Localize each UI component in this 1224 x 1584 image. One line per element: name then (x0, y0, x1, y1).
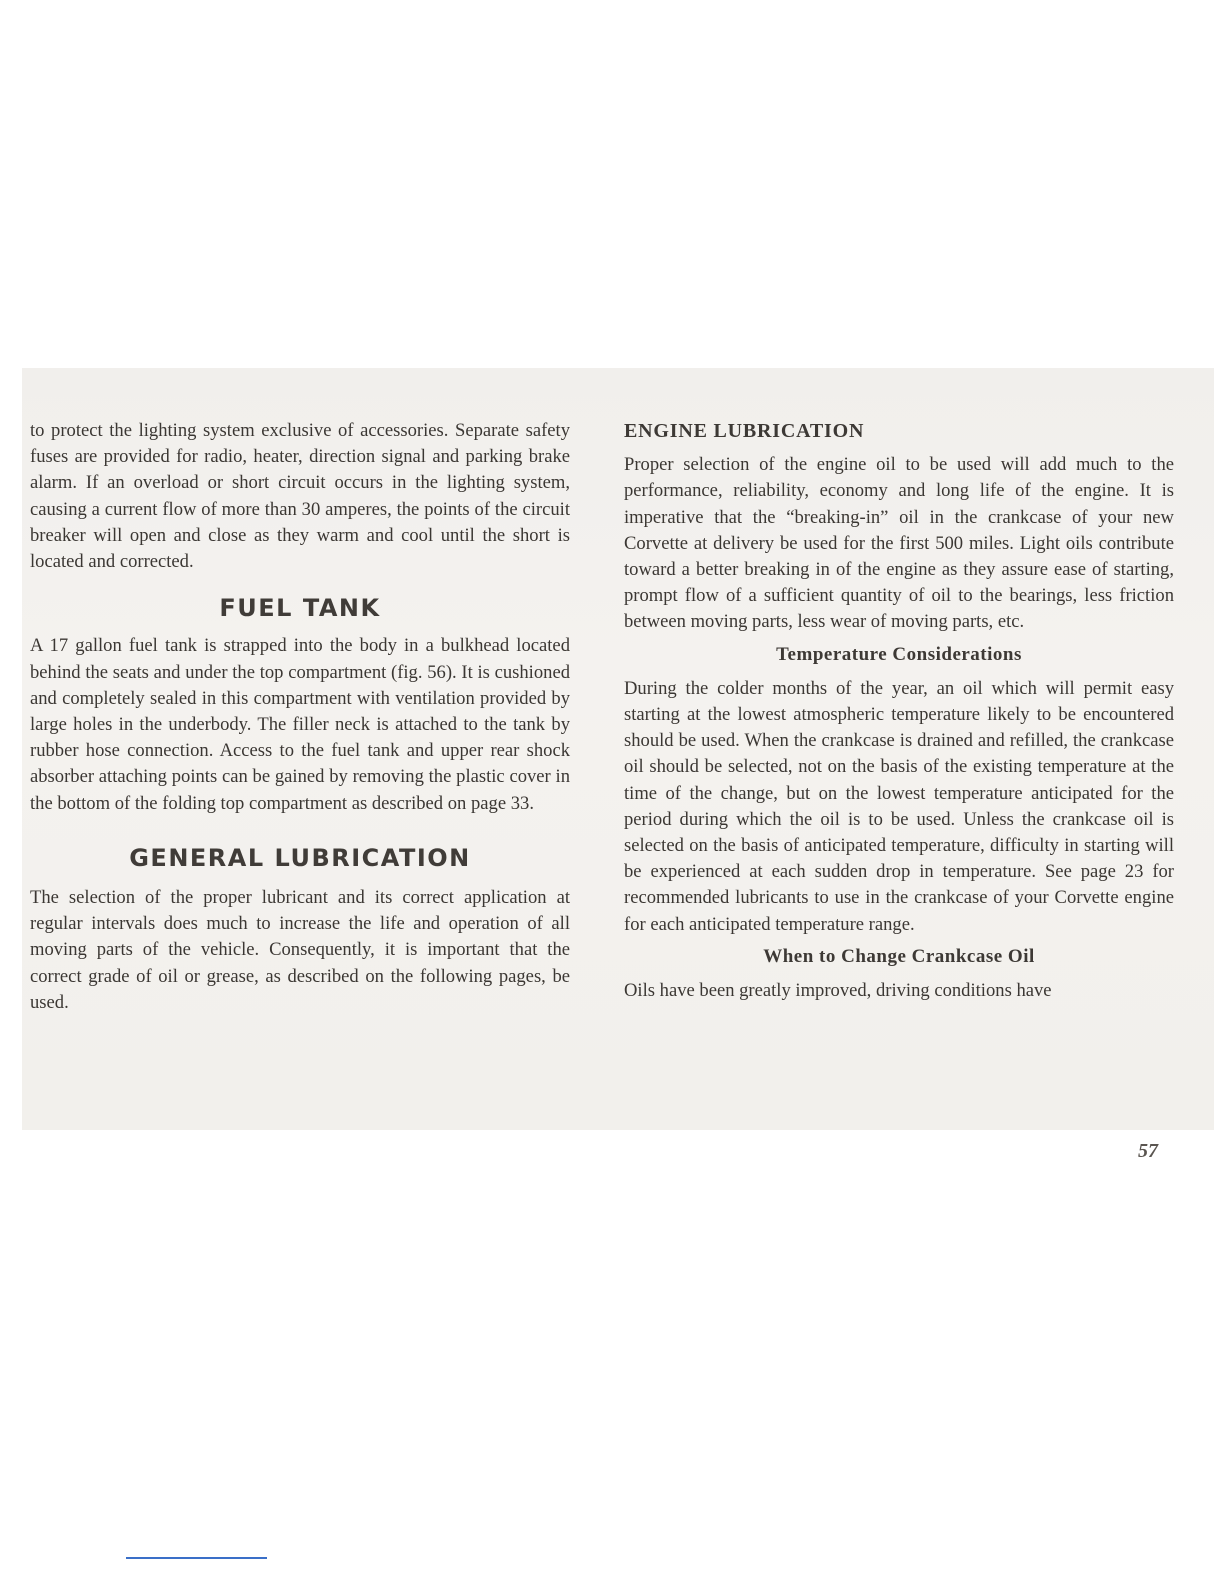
left-column (30, 418, 570, 1016)
lighting-paragraph: to protect the lighting system exclusive of accessories. Separate safety fuses are provided for radio, heater, direction signal and parking brake alarm. If an overload or short circuit occurs in the lighting system, causing a current flow of more than 30 amperes, the points of the circuit breaker will open and close as they warm and cool until the short is located and corrected. (30, 420, 570, 573)
fuel-tank-heading: FUEL TANK (219, 594, 381, 623)
footer-rule (126, 1557, 267, 1559)
engine-lubrication-heading: ENGINE LUBRICATION (624, 420, 865, 442)
engine-lubrication-paragraph: Proper selection of the engine oil to be used will add much to the performance, reliability, economy and long life of the engine. It is imperative that the “breaking-in” oil in the crankcase of your new Corvette at delivery be used for the first 500 miles. Light oils contribute toward a better breaking in of the engine as they assure ease of starting, prompt flow of a sufficient quantity of oil to the bearings, less friction between moving parts, less wear of moving parts, etc. (624, 454, 1174, 633)
general-lubrication-heading: GENERAL LUBRICATION (129, 843, 471, 872)
change-crankcase-oil-heading: When to Change Crankcase Oil (763, 945, 1035, 967)
temperature-considerations-paragraph: During the colder months of the year, an oil which will permit easy starting at the lowest atmospheric temperature likely to be encountered should be used. When the crankcase is drained and refilled, the crankcase oil should be selected, not on the basis of the existing temperature at the time of the change, but on the lowest temperature anticipated for the period during which the oil is to be used. Unless the crankcase oil is selected on the basis of anticipated temperature, difficulty in starting will be experienced at each sudden drop in temperature. See page 23 for recommended lubricants to use in the crankcase of your Corvette engine for each anticipated temperature range. (624, 677, 1174, 935)
change-crankcase-oil-paragraph: Oils have been greatly improved, driving conditions have (624, 980, 1052, 1002)
temperature-considerations-heading: Temperature Considerations (776, 643, 1022, 665)
page-number: 57 (1138, 1140, 1158, 1162)
right-column (624, 418, 1174, 1004)
general-lubrication-paragraph: The selection of the proper lubricant and its correct application at regular intervals does much to increase the life and operation of all moving parts of the vehicle. Consequently, it is important that the correct grade of oil or grease, as described on the following pages, be used. (30, 887, 570, 1013)
fuel-tank-paragraph: A 17 gallon fuel tank is strapped into the body in a bulkhead located behind the seats and under the top compartment (fig. 56). It is cushioned and completely sealed in this compartment with ventilation provided by large holes in the underbody. The filler neck is attached to the tank by rubber hose connection. Access to the fuel tank and upper rear shock absorber attaching points can be gained by removing the plastic cover in the bottom of the folding top compartment as described on page 33. (30, 635, 570, 814)
